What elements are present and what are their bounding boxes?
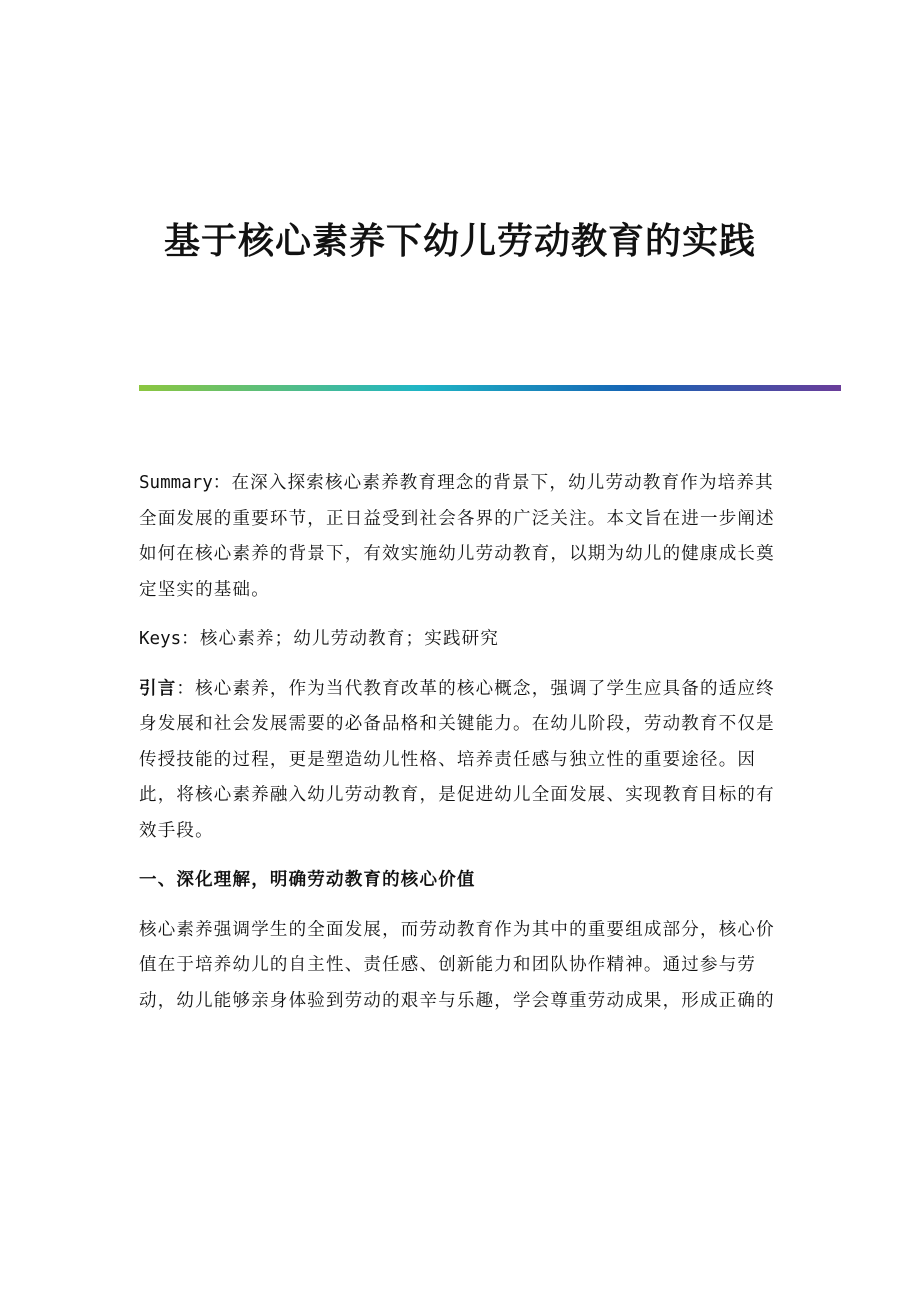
section-1-paragraph: 核心素养强调学生的全面发展，而劳动教育作为其中的重要组成部分，核心价值在于培养幼儿的自主性、责任感、创新能力和团队协作精神。通过参与劳动，幼儿能够亲身体验到劳动的艰辛与乐趣，学会尊重劳动成果，形成正确的 [139,919,775,1011]
summary-label: Summary [139,473,213,493]
summary-separator: ： [212,473,232,493]
keys-separator: ： [181,629,200,649]
intro-paragraph [139,672,779,850]
section-1-heading: 一、深化理解，明确劳动教育的核心价值 [139,870,476,890]
intro-label: 引言 [139,678,177,699]
keys-label: Keys [139,629,182,649]
keys-paragraph [139,622,779,658]
summary-text: 在深入探索核心素养教育理念的背景下，幼儿劳动教育作为培养其全面发展的重要环节，正日益受到社会各界的广泛关注。本文旨在进一步阐述如何在核心素养的背景下，有效实施幼儿劳动教育，以期为幼儿的健康成长奠定坚实的基础。 [139,473,775,600]
keys-text: 核心素养；幼儿劳动教育；实践研究 [199,629,500,649]
page-title: 基于核心素养下幼儿劳动教育的实践 [163,220,756,262]
intro-text: 核心素养，作为当代教育改革的核心概念，强调了学生应具备的适应终身发展和社会发展需要的必备品格和关键能力。在幼儿阶段，劳动教育不仅是传授技能的过程，更是塑造幼儿性格、培养责任感与独立性的重要途径。因此，将核心素养融入幼儿劳动教育，是促进幼儿全面发展、实现教育目标的有效手段。 [139,678,775,841]
document-body [139,466,779,1033]
summary-paragraph [139,466,779,608]
title-divider [139,385,841,391]
intro-separator: ： [176,678,196,699]
